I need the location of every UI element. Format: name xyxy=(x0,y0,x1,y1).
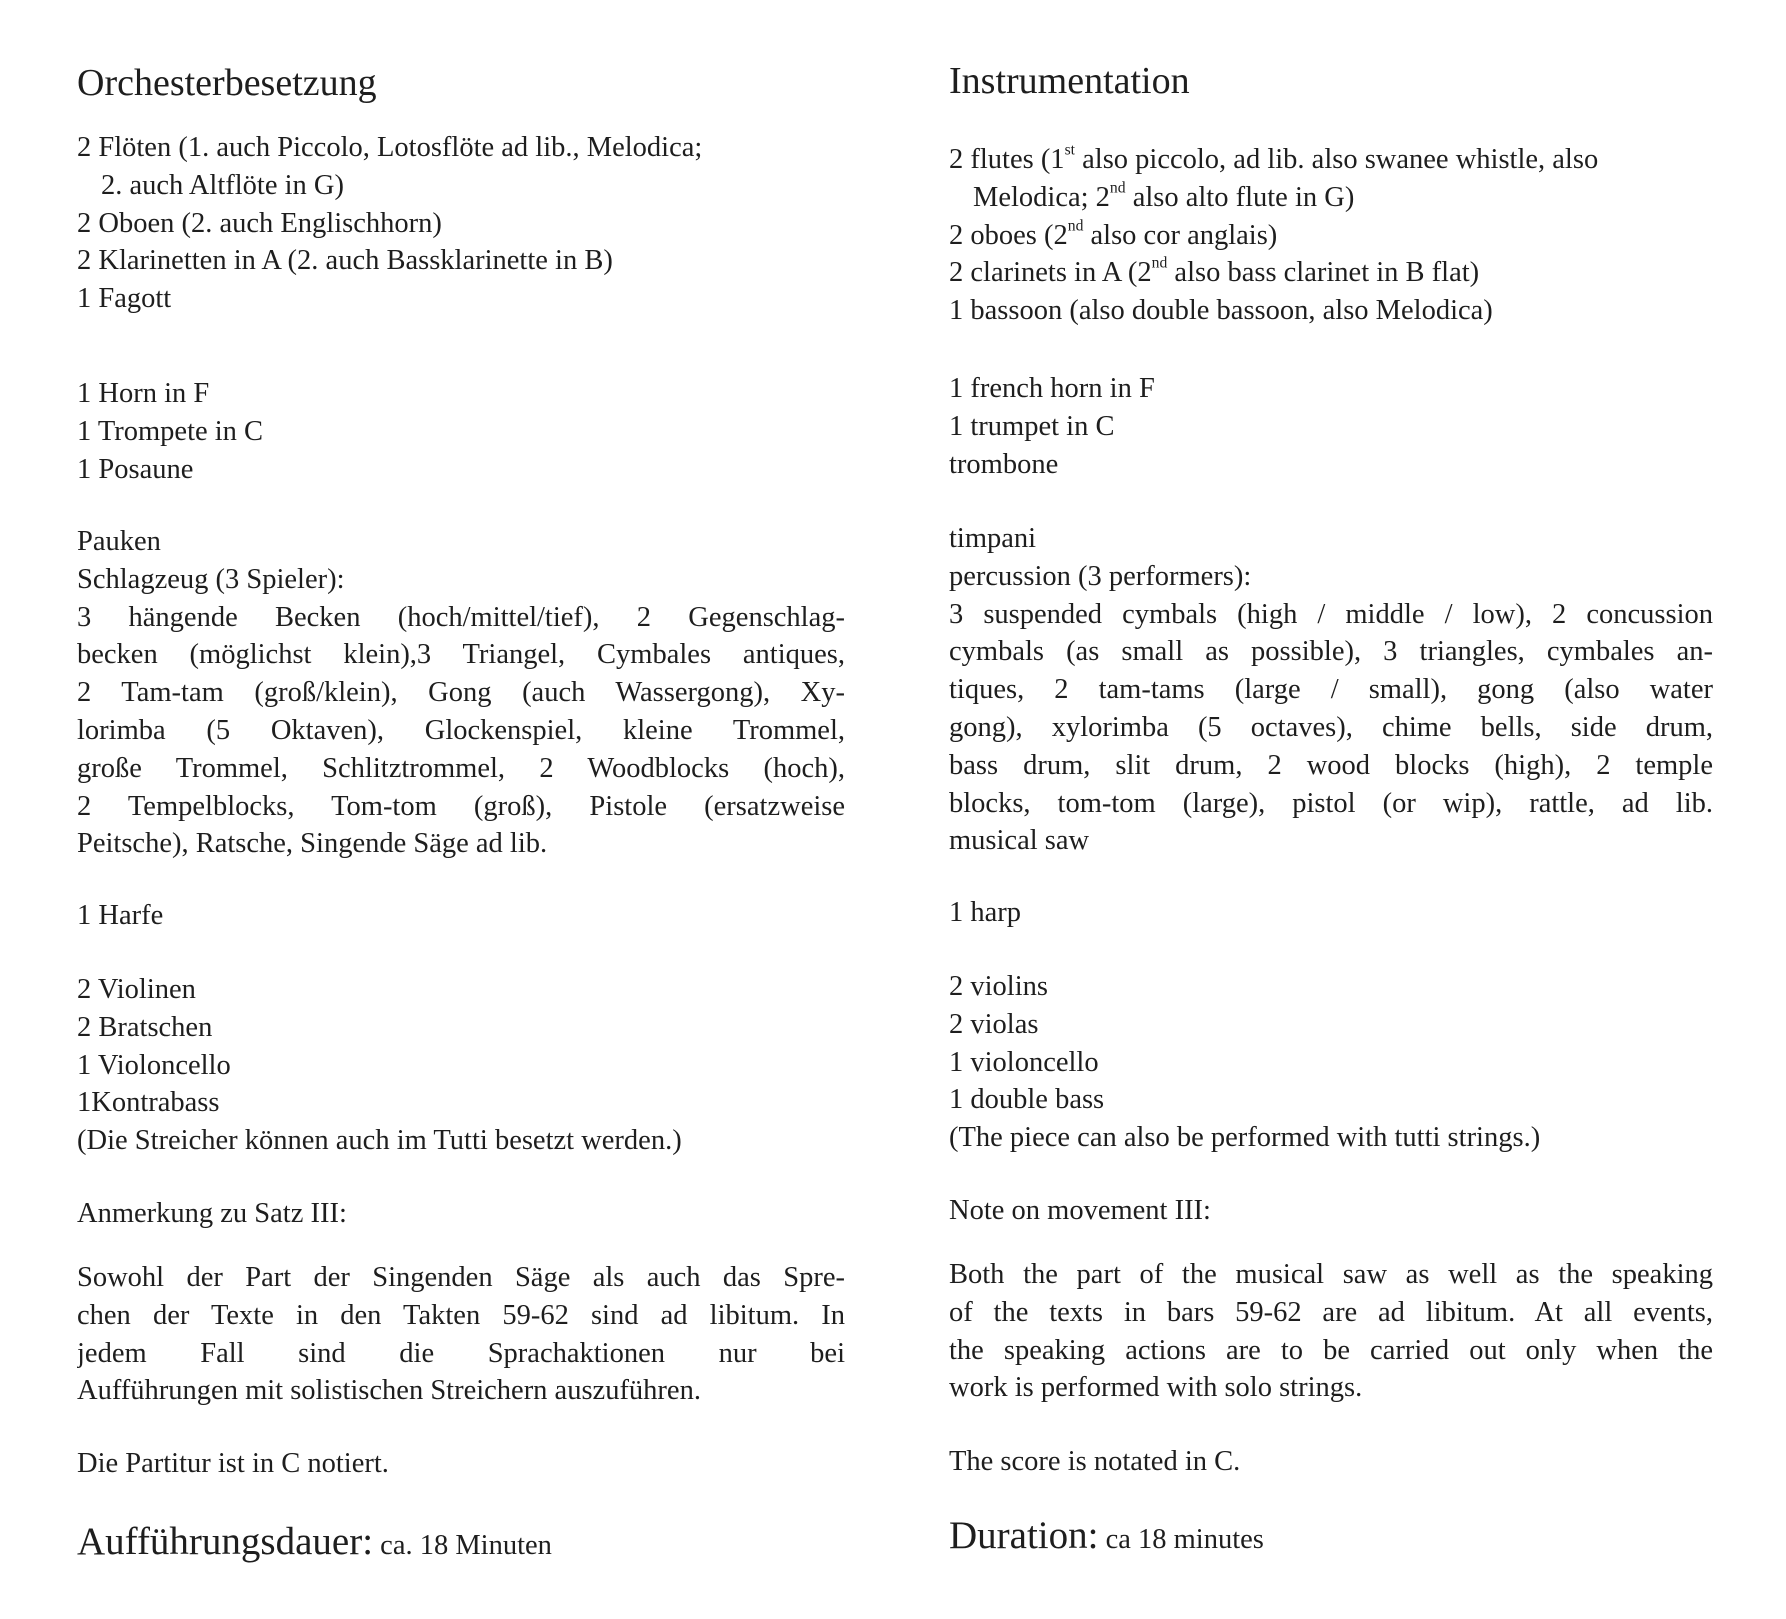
german-score-note-text: Die Partitur ist in C notiert. xyxy=(77,1448,389,1479)
english-note-line: Both the part of the musical saw as well as the speaking xyxy=(949,1259,1713,1290)
english-string-line: 2 violas xyxy=(949,1008,1039,1040)
english-note-heading-text: Note on movement III: xyxy=(949,1195,1211,1226)
english-duration xyxy=(949,1513,1264,1558)
english-brass-line: trombone xyxy=(949,448,1059,480)
english-note-line: work is performed with solo strings. xyxy=(949,1372,1363,1404)
english-flutes-text: also piccolo, ad lib. also swanee whistle, also xyxy=(1075,144,1599,175)
english-string-line: 1 double bass xyxy=(949,1084,1105,1116)
english-flutes-text: Melodica; 2 xyxy=(973,181,1110,213)
english-ordinal: st xyxy=(1064,141,1076,159)
english-note-line: the speaking actions are to be carried out only when the xyxy=(949,1334,1713,1366)
german-woodwind-line: 2 Oboen (2. auch Englischhorn) xyxy=(77,207,442,239)
english-ordinal: nd xyxy=(1151,255,1168,273)
english-note-heading xyxy=(949,1192,1713,1230)
english-woodwinds xyxy=(949,141,1713,330)
german-percussion-line: becken (möglichst klein),3 Triangel, Cymbales antiques, xyxy=(77,639,845,671)
german-duration xyxy=(77,1519,552,1564)
german-note-line: chen der Texte in den Takten 59-62 sind ad libitum. In xyxy=(77,1299,845,1331)
german-percussion-line: 2 Tempelblocks, Tom-tom (groß), Pistole (ersatzweise xyxy=(77,790,845,822)
english-oboes-text: also cor anglais) xyxy=(1083,219,1278,251)
german-percussion-heading: Schlagzeug (3 Spieler): xyxy=(77,563,345,595)
english-string-line: 1 violoncello xyxy=(949,1046,1099,1078)
german-harp-line: 1 Harfe xyxy=(77,900,164,931)
english-duration-label: Duration: xyxy=(949,1514,1099,1557)
german-percussion-line: lorimba (5 Oktaven), Glockenspiel, kleine Trommel, xyxy=(77,714,845,746)
english-flutes-text: also alto flute in G) xyxy=(1125,181,1355,213)
german-woodwind-line: 2. auch Altflöte in G) xyxy=(101,169,344,201)
english-percussion-line: musical saw xyxy=(949,825,1090,857)
german-percussion-line: große Trommel, Schlitztrommel, 2 Woodblocks (hoch), xyxy=(77,752,845,784)
german-note-line: Sowohl der Part der Singenden Säge als auch das Spre- xyxy=(77,1262,845,1293)
english-flutes-line xyxy=(949,141,1713,179)
english-percussion-line: bass drum, slit drum, 2 wood blocks (high), 2 temple xyxy=(949,749,1713,781)
german-score-note xyxy=(77,1445,845,1483)
english-bassoon-line: 1 bassoon (also double bassoon, also Melodica) xyxy=(949,295,1493,327)
german-harp xyxy=(77,897,845,935)
english-note xyxy=(949,1256,1713,1407)
english-clarinets-line xyxy=(949,254,1713,292)
german-string-line: (Die Streicher können auch im Tutti besetzt werden.) xyxy=(77,1125,682,1157)
german-string-line: 1Kontrabass xyxy=(77,1087,220,1119)
german-duration-value: ca. 18 Minuten xyxy=(380,1530,552,1561)
german-note-line: Aufführungen mit solistischen Streichern auszuführen. xyxy=(77,1375,701,1407)
english-flutes-text: 2 flutes (1 xyxy=(949,144,1065,175)
english-string-line: 2 violins xyxy=(949,971,1048,1002)
english-string-line: (The piece can also be performed with tutti strings.) xyxy=(949,1122,1541,1154)
german-title: Orchesterbesetzung xyxy=(77,62,377,104)
german-note xyxy=(77,1259,845,1410)
english-harp-line: 1 harp xyxy=(949,897,1022,928)
german-brass-line: 1 Trompete in C xyxy=(77,415,264,447)
english-percussion-line: 3 suspended cymbals (high / middle / low), 2 concussion xyxy=(949,598,1713,630)
english-score-note xyxy=(949,1443,1713,1481)
german-note-line: jedem Fall sind die Sprachaktionen nur bei xyxy=(77,1337,845,1369)
german-duration-label: Aufführungsdauer: xyxy=(77,1520,374,1563)
german-woodwind-line: 2 Flöten (1. auch Piccolo, Lotosflöte ad lib., Melodica; xyxy=(77,132,703,163)
english-percussion xyxy=(949,520,1713,860)
english-ordinal: nd xyxy=(1067,217,1084,235)
english-oboes-text: 2 oboes (2 xyxy=(949,219,1068,251)
german-strings xyxy=(77,971,845,1160)
german-brass-line: 1 Posaune xyxy=(77,453,194,485)
english-ordinal: nd xyxy=(1109,179,1126,197)
english-flutes-line xyxy=(949,179,1713,217)
german-percussion xyxy=(77,523,845,863)
english-brass-line: 1 trumpet in C xyxy=(949,410,1115,442)
german-string-line: 1 Violoncello xyxy=(77,1049,231,1081)
german-brass xyxy=(77,375,845,488)
english-percussion-heading: percussion (3 performers): xyxy=(949,560,1252,592)
german-brass-line: 1 Horn in F xyxy=(77,378,210,409)
english-duration-value: ca 18 minutes xyxy=(1105,1524,1264,1555)
english-title: Instrumentation xyxy=(949,60,1190,102)
english-percussion-line: cymbals (as small as possible), 3 triangles, cymbales an- xyxy=(949,636,1713,668)
english-score-note-text: The score is notated in C. xyxy=(949,1446,1241,1477)
german-note-heading-text: Anmerkung zu Satz III: xyxy=(77,1198,347,1229)
english-percussion-line: blocks, tom-tom (large), pistol (or wip), rattle, ad lib. xyxy=(949,787,1713,819)
english-percussion-line: tiques, 2 tam-tams (large / small), gong (also water xyxy=(949,674,1713,706)
english-note-line: of the texts in bars 59-62 are ad libitum. At all events, xyxy=(949,1296,1713,1328)
german-string-line: 2 Bratschen xyxy=(77,1011,213,1043)
german-woodwind-line: 2 Klarinetten in A (2. auch Bassklarinette in B) xyxy=(77,245,613,277)
english-percussion-line: gong), xylorimba (5 octaves), chime bells, side drum, xyxy=(949,711,1713,743)
english-clarinets-text: 2 clarinets in A (2 xyxy=(949,257,1152,289)
german-timpani: Pauken xyxy=(77,526,161,557)
german-woodwinds xyxy=(77,129,845,318)
english-brass-line: 1 french horn in F xyxy=(949,373,1155,404)
english-harp xyxy=(949,894,1713,932)
german-woodwind-line: 1 Fagott xyxy=(77,283,172,315)
english-timpani: timpani xyxy=(949,523,1037,554)
german-note-heading xyxy=(77,1195,845,1233)
german-percussion-line: 3 hängende Becken (hoch/mittel/tief), 2 Gegenschlag- xyxy=(77,601,845,633)
english-oboes-line xyxy=(949,217,1713,255)
english-strings xyxy=(949,968,1713,1157)
german-percussion-line: 2 Tam-tam (groß/klein), Gong (auch Wassergong), Xy- xyxy=(77,677,845,709)
english-brass xyxy=(949,370,1713,483)
german-percussion-line: Peitsche), Ratsche, Singende Säge ad lib. xyxy=(77,828,548,860)
english-clarinets-text: also bass clarinet in B flat) xyxy=(1167,257,1480,289)
german-string-line: 2 Violinen xyxy=(77,974,196,1005)
